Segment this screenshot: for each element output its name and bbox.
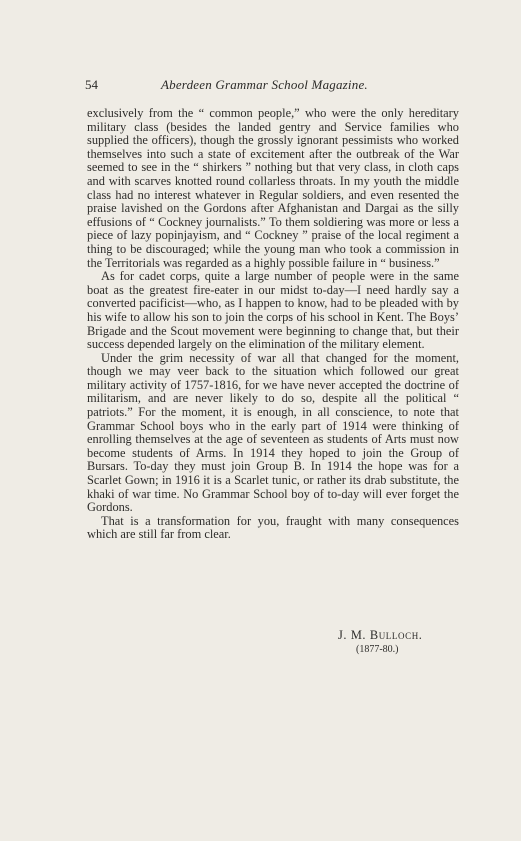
author-signature <box>338 628 423 643</box>
paragraph-4: That is a transformation for you, fraught with many consequences which are still far from clear. <box>87 513 459 542</box>
author-surname: Bulloch. <box>369 628 423 642</box>
paragraph-1: exclusively from the “ common people,” who were the only hereditary military class (besides the landed gentry and Service families who supplied the officers), though the grossly ignorant pessimists who worked themselves into such a state of excitement after the outbreak of the War seemed to see in the “ shirkers ” nothing but that very class, in cloth caps and with scarves knotted round collarless throats. In my youth the middle class had no interest whatever in Regular soldiers, and even resented the praise lavished on the Gordons after Afghanistan and Dargai as the silly effusions of “ Cockney journalists.” To them soldiering was more or less a piece of lazy popinjayism, and “ Cockney ” praise of the local regiment a thing to be discouraged; while the young man who took a commission in the Territorials was regarded as a highly possible failure in “ business.” <box>87 106 459 270</box>
running-title: Aberdeen Grammar School Magazine. <box>161 77 368 92</box>
page-header <box>85 77 465 95</box>
article-body <box>87 107 459 542</box>
author-initials: J. M. <box>338 628 367 642</box>
page-number: 54 <box>85 77 98 92</box>
paragraph-2: As for cadet corps, quite a large number of people were in the same boat as the greatest fire-eater in our midst to-day—I need hardly say a converted pacificist—who, as I happen to know, had to be pleaded with by his wife to allow his son to join the corps of his school in Kent. The Boys’ Brigade and the Scout movement were beginning to change that, but their success depended largely on the elimination of the military element. <box>87 269 459 352</box>
author-dates: (1877-80.) <box>356 644 399 655</box>
paragraph-3: Under the grim necessity of war all that changed for the moment, though we may veer back to the situation which followed our great military activity of 1757-1816, for we have never accepted the doctrine of militarism, and are never likely to do so, despite all the political “ patriots.” For the moment, it is enough, in all conscience, to note that Grammar School boys who in the early part of 1914 were thinking of enrolling themselves at the age of seventeen as students of Arts must now become students of Arms. In 1914 they hoped to join the Group of Bursars. To-day they must join Group B. In 1914 the hope was for a Scarlet Gown; in 1916 it is a Scarlet tunic, or rather its drab substitute, the khaki of war time. No Grammar School boy of to-day will ever forget the Gordons. <box>87 350 459 515</box>
